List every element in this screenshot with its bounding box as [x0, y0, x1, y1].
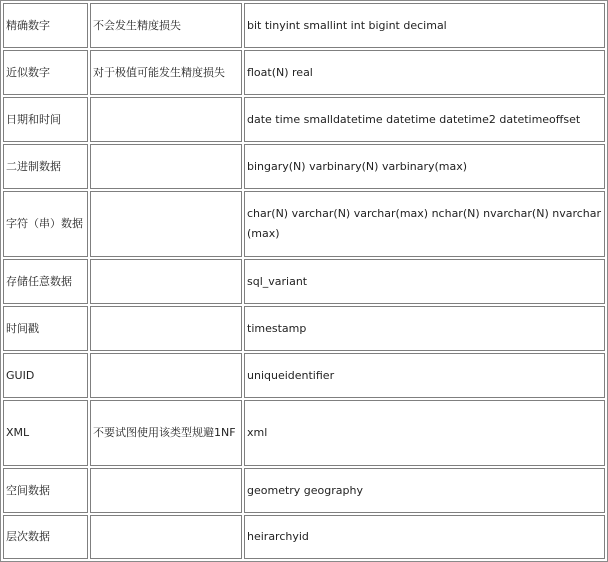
category-cell: GUID — [3, 353, 88, 398]
table-row — [3, 97, 605, 142]
note-cell — [90, 515, 242, 559]
category-cell: 近似数字 — [3, 50, 88, 95]
types-cell: bingary(N) varbinary(N) varbinary(max) — [244, 144, 605, 189]
types-cell: timestamp — [244, 306, 605, 351]
table-row — [3, 468, 605, 513]
note-cell — [90, 353, 242, 398]
note-cell: 对于极值可能发生精度损失 — [90, 50, 242, 95]
note-cell — [90, 306, 242, 351]
types-cell: bit tinyint smallint int bigint decimal — [244, 3, 605, 48]
types-cell: sql_variant — [244, 259, 605, 304]
types-cell: geometry geography — [244, 468, 605, 513]
types-cell: heirarchyid — [244, 515, 605, 559]
table-row — [3, 353, 605, 398]
table-row — [3, 3, 605, 48]
note-cell — [90, 191, 242, 257]
table-row — [3, 191, 605, 257]
category-cell: 字符（串）数据 — [3, 191, 88, 257]
table-row — [3, 400, 605, 466]
note-cell: 不要试图使用该类型规避1NF — [90, 400, 242, 466]
category-cell: 层次数据 — [3, 515, 88, 559]
note-cell — [90, 144, 242, 189]
category-cell: 二进制数据 — [3, 144, 88, 189]
table-row — [3, 515, 605, 559]
note-cell — [90, 468, 242, 513]
table-row — [3, 144, 605, 189]
types-cell: float(N) real — [244, 50, 605, 95]
types-cell: char(N) varchar(N) varchar(max) nchar(N) nvarchar(N) nvarchar(max) — [244, 191, 605, 257]
table-row — [3, 259, 605, 304]
types-cell: date time smalldatetime datetime datetime2 datetimeoffset — [244, 97, 605, 142]
category-cell: 精确数字 — [3, 3, 88, 48]
types-cell: xml — [244, 400, 605, 466]
category-cell: 存储任意数据 — [3, 259, 88, 304]
types-cell: uniqueidentifier — [244, 353, 605, 398]
table-row — [3, 306, 605, 351]
note-cell — [90, 97, 242, 142]
category-cell: 时间戳 — [3, 306, 88, 351]
table-row — [3, 50, 605, 95]
category-cell: XML — [3, 400, 88, 466]
note-cell — [90, 259, 242, 304]
category-cell: 日期和时间 — [3, 97, 88, 142]
category-cell: 空间数据 — [3, 468, 88, 513]
note-cell: 不会发生精度损失 — [90, 3, 242, 48]
